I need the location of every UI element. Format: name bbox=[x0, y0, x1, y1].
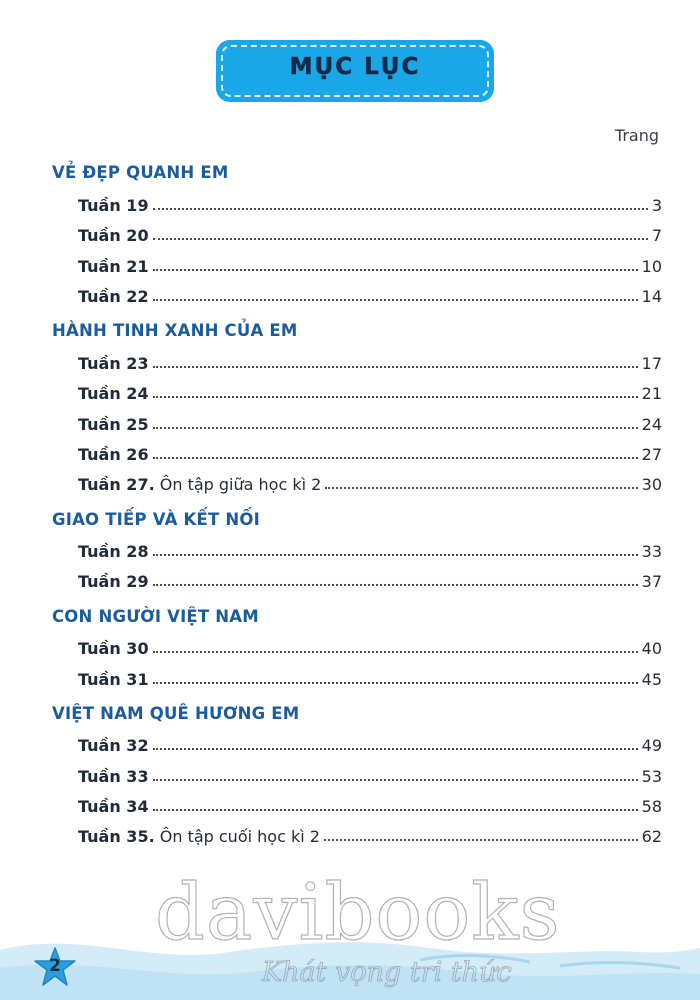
toc-entry[interactable] bbox=[78, 822, 662, 846]
entry-label: Tuần 27. Ôn tập giữa học kì 2 bbox=[78, 475, 322, 494]
toc-entry[interactable] bbox=[78, 634, 662, 658]
entry-label: Tuần 22 bbox=[78, 287, 149, 306]
dot-leader bbox=[153, 682, 638, 684]
dot-leader bbox=[153, 651, 638, 653]
page-column-label: Trang bbox=[614, 126, 659, 145]
dot-leader bbox=[153, 809, 638, 811]
page-number: 2 bbox=[49, 956, 61, 976]
toc-entry[interactable] bbox=[78, 221, 662, 245]
dot-leader bbox=[153, 584, 638, 586]
title-banner bbox=[216, 40, 494, 102]
toc-entry[interactable] bbox=[78, 410, 662, 434]
entry-page-number: 21 bbox=[641, 384, 662, 403]
entry-page-number: 33 bbox=[641, 542, 662, 561]
entry-label: Tuần 33 bbox=[78, 767, 149, 786]
dot-leader bbox=[153, 457, 638, 459]
dot-leader bbox=[153, 554, 638, 556]
dot-leader bbox=[153, 396, 638, 398]
dot-leader bbox=[153, 779, 638, 781]
entry-label: Tuần 23 bbox=[78, 354, 149, 373]
entry-label: Tuần 29 bbox=[78, 572, 149, 591]
entry-page-number: 14 bbox=[641, 287, 662, 306]
entry-label: Tuần 35. Ôn tập cuối học kì 2 bbox=[78, 827, 320, 846]
toc-entry[interactable] bbox=[78, 731, 662, 755]
entry-label: Tuần 26 bbox=[78, 445, 149, 464]
section-heading: GIAO TIẾP VÀ KẾT NỐI bbox=[52, 510, 260, 529]
toc-entry[interactable] bbox=[78, 665, 662, 689]
entry-page-number: 17 bbox=[641, 354, 662, 373]
section-heading: VIỆT NAM QUÊ HƯƠNG EM bbox=[52, 704, 300, 723]
entry-page-number: 45 bbox=[641, 670, 662, 689]
toc-entry[interactable] bbox=[78, 440, 662, 464]
dot-leader bbox=[153, 238, 648, 240]
entry-page-number: 62 bbox=[641, 827, 662, 846]
entry-page-number: 53 bbox=[641, 767, 662, 786]
section-heading: VẺ ĐẸP QUANH EM bbox=[52, 163, 229, 182]
toc-entry[interactable] bbox=[78, 762, 662, 786]
toc-entry[interactable] bbox=[78, 537, 662, 561]
dot-leader bbox=[153, 748, 638, 750]
toc-entry[interactable] bbox=[78, 349, 662, 373]
entry-label: Tuần 21 bbox=[78, 257, 149, 276]
toc-entry[interactable] bbox=[78, 567, 662, 591]
dot-leader bbox=[325, 487, 637, 489]
entry-page-number: 58 bbox=[641, 797, 662, 816]
toc-entry[interactable] bbox=[78, 252, 662, 276]
toc-entry[interactable] bbox=[78, 470, 662, 494]
entry-page-number: 24 bbox=[641, 415, 662, 434]
toc-entry[interactable] bbox=[78, 282, 662, 306]
entry-label: Tuần 31 bbox=[78, 670, 149, 689]
entry-label: Tuần 25 bbox=[78, 415, 149, 434]
dot-leader bbox=[153, 269, 638, 271]
entry-page-number: 27 bbox=[641, 445, 662, 464]
entry-label: Tuần 30 bbox=[78, 639, 149, 658]
dot-leader bbox=[324, 839, 638, 841]
dot-leader bbox=[153, 366, 638, 368]
toc-entry[interactable] bbox=[78, 379, 662, 403]
entry-page-number: 10 bbox=[641, 257, 662, 276]
page-title: MỤC LỤC bbox=[289, 54, 421, 80]
entry-label: Tuần 24 bbox=[78, 384, 149, 403]
section-heading: CON NGƯỜI VIỆT NAM bbox=[52, 607, 259, 626]
entry-page-number: 37 bbox=[641, 572, 662, 591]
entry-label: Tuần 20 bbox=[78, 226, 149, 245]
dot-leader bbox=[153, 299, 638, 301]
entry-page-number: 49 bbox=[641, 736, 662, 755]
section-heading: HÀNH TINH XANH CỦA EM bbox=[52, 321, 298, 340]
entry-label: Tuần 28 bbox=[78, 542, 149, 561]
entry-page-number: 30 bbox=[641, 475, 662, 494]
entry-page-number: 3 bbox=[651, 196, 662, 215]
watermark-brand: davibooks bbox=[155, 868, 561, 958]
toc-entry[interactable] bbox=[78, 792, 662, 816]
entry-label: Tuần 32 bbox=[78, 736, 149, 755]
entry-page-number: 7 bbox=[651, 226, 662, 245]
entry-label: Tuần 19 bbox=[78, 196, 149, 215]
dot-leader bbox=[153, 427, 638, 429]
dot-leader bbox=[153, 208, 648, 210]
toc-entry[interactable] bbox=[78, 191, 662, 215]
watermark-slogan: Khát vọng tri thức bbox=[262, 957, 512, 988]
entry-page-number: 40 bbox=[641, 639, 662, 658]
entry-label: Tuần 34 bbox=[78, 797, 149, 816]
